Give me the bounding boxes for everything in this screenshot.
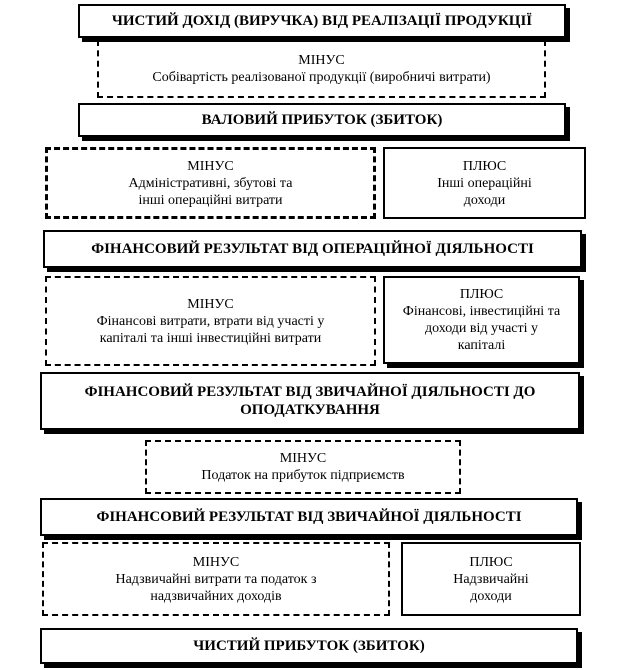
ordinary-result-box: [40, 498, 578, 536]
operating-result-text: ФІНАНСОВИЙ РЕЗУЛЬТАТ ВІД ОПЕРАЦІЙНОЇ ДІЯЛЬНОСТІ: [91, 241, 534, 257]
plus-label: ПЛЮС: [459, 287, 504, 302]
minus-extraordinary-expenses-line2: надзвичайних доходів: [150, 588, 282, 604]
minus-label: МІНУС: [192, 554, 240, 570]
plus-operating-income-box: [383, 147, 586, 219]
minus-financial-expenses-box: [45, 276, 376, 366]
minus-operating-expenses-line2: інші операційні витрати: [138, 192, 283, 208]
plus-extraordinary-income-box: [401, 542, 581, 616]
plus-label: ПЛЮС: [462, 158, 507, 174]
minus-income-tax-box: [145, 440, 461, 494]
net-profit-box: [40, 628, 578, 664]
plus-financial-income-box: [383, 276, 580, 364]
minus-operating-expenses-line1: Адміністративні, збутові та: [128, 175, 293, 191]
gross-profit-box: [78, 103, 566, 137]
plus-operating-income-line2: доходи: [463, 192, 506, 208]
net-revenue-box: [78, 4, 566, 38]
minus-financial-expenses-line2: капіталі та інші інвестиційні витрати: [99, 330, 322, 346]
minus-income-tax-text: Податок на прибуток підприємств: [201, 468, 405, 483]
plus-financial-income-line3: капіталі: [457, 338, 506, 353]
minus-label: МІНУС: [279, 451, 327, 466]
minus-operating-expenses-box: [45, 147, 376, 219]
ordinary-pretax-line2: ОПОДАТКУВАННЯ: [240, 402, 380, 418]
minus-label: МІНУС: [298, 53, 345, 68]
plus-label: ПЛЮС: [469, 554, 513, 570]
net-profit-text: ЧИСТИЙ ПРИБУТОК (ЗБИТОК): [193, 638, 425, 654]
plus-operating-income-line1: Інші операційні: [437, 175, 532, 191]
operating-result-box: [43, 230, 582, 268]
plus-extraordinary-income-line2: доходи: [470, 588, 512, 604]
ordinary-pretax-result-box: [40, 372, 580, 430]
gross-profit-text: ВАЛОВИЙ ПРИБУТОК (ЗБИТОК): [201, 112, 443, 128]
minus-financial-expenses-line1: Фінансові витрати, втрати від участі у: [96, 313, 325, 329]
minus-cost-box: [97, 40, 546, 98]
minus-cost-text: Собівартість реалізованої продукції (виробничі витрати): [152, 70, 491, 85]
plus-financial-income-line2: доходи від участі у: [424, 321, 539, 336]
net-revenue-text: ЧИСТИЙ ДОХІД (ВИРУЧКА) ВІД РЕАЛІЗАЦІЇ ПРОДУКЦІЇ: [111, 13, 533, 29]
plus-financial-income-line1: Фінансові, інвестиційні та: [402, 304, 561, 319]
ordinary-pretax-line1: ФІНАНСОВИЙ РЕЗУЛЬТАТ ВІД ЗВИЧАЙНОЇ ДІЯЛЬНОСТІ ДО: [84, 384, 536, 400]
plus-extraordinary-income-line1: Надзвичайні: [453, 571, 529, 587]
minus-extraordinary-expenses-box: [42, 542, 390, 616]
minus-extraordinary-expenses-line1: Надзвичайні витрати та податок з: [115, 571, 317, 587]
minus-label: МІНУС: [187, 296, 234, 312]
minus-label: МІНУС: [187, 158, 234, 174]
ordinary-result-text: ФІНАНСОВИЙ РЕЗУЛЬТАТ ВІД ЗВИЧАЙНОЇ ДІЯЛЬНОСТІ: [96, 509, 522, 525]
